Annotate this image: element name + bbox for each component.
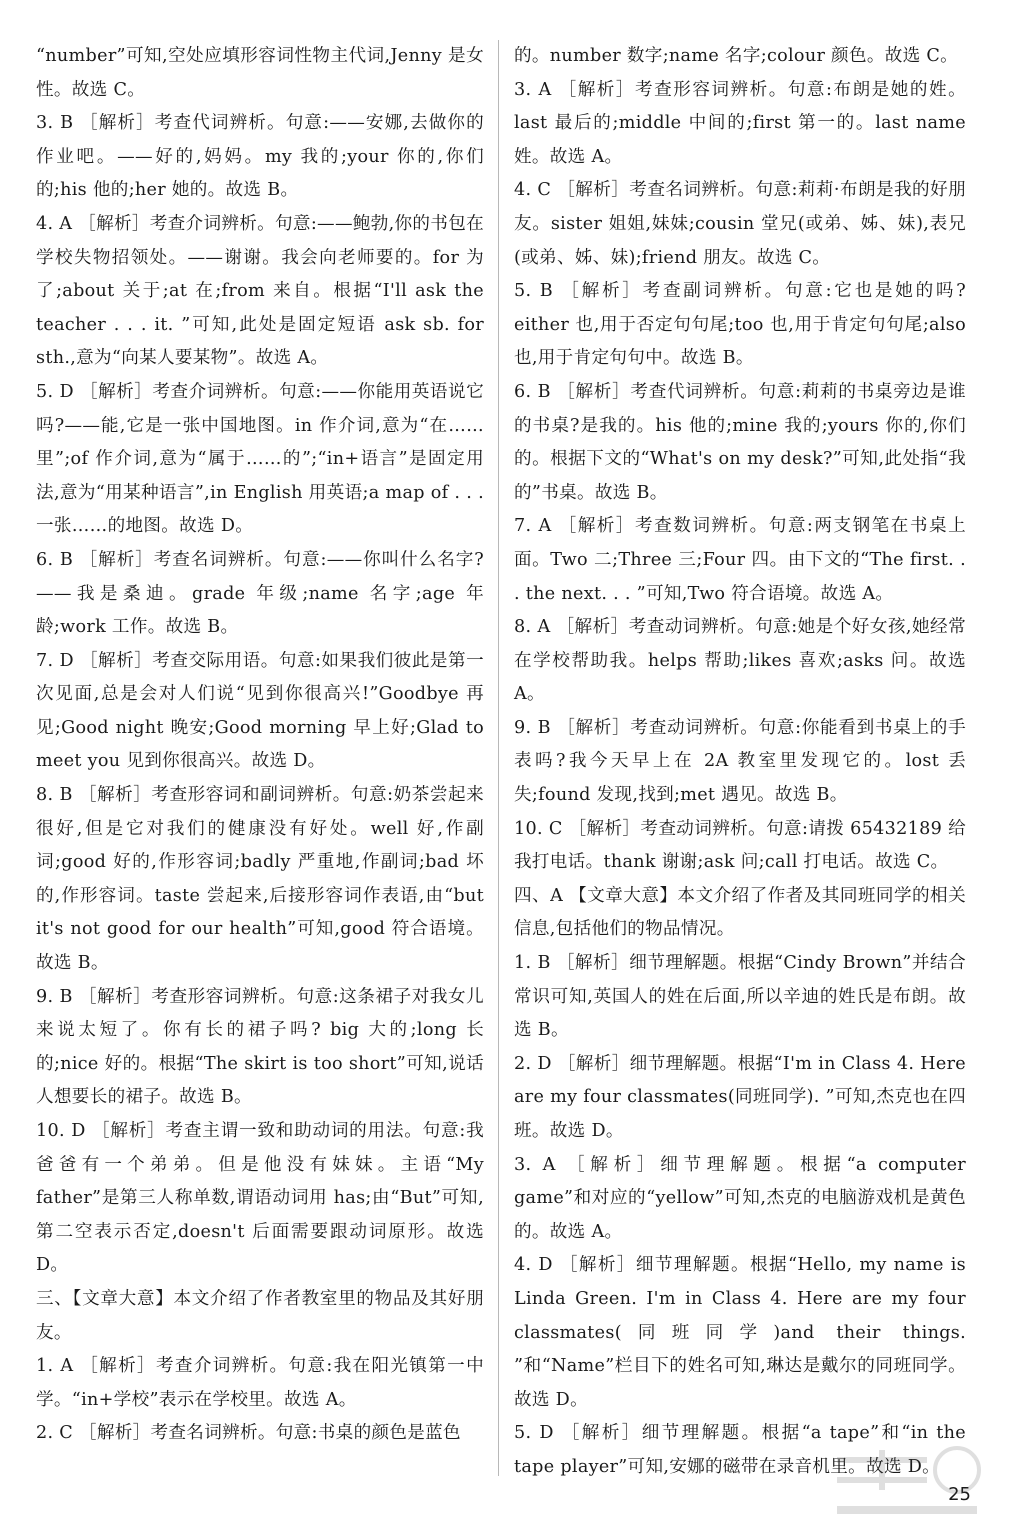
answer-item: 10. D ［解析］考查主谓一致和助动词的用法。句意:我爸爸有一个弟弟。但是他没有妹妹。主语“My father”是第三人称单数,谓语动词用 has;由“But”可知,第二空表示否定,doesn't 后面需要跟动词原形。故选 D。: [36, 1121, 484, 1276]
answer-item: 8. A ［解析］考查动词辨析。句意:她是个好女孩,她经常在学校帮助我。helps 帮助;likes 喜欢;asks 问。故选 A。: [514, 617, 966, 705]
answer-item: 6. B ［解析］考查名词辨析。句意:——你叫什么名字?——我是桑迪。grade 年级;name 名字;age 年龄;work 工作。故选 B。: [36, 549, 484, 638]
answer-item: 10. C ［解析］考查动词辨析。句意:请拨 65432189 给我打电话。thank 谢谢;ask 问;call 打电话。故选 C。: [514, 818, 966, 873]
answer-item: 2. C ［解析］考查名词辨析。句意:书桌的颜色是蓝色: [36, 1423, 461, 1444]
answer-item: 9. B ［解析］考查动词辨析。句意:你能看到书桌上的手表吗?我今天早上在 2A 教室里发现它的。lost 丢失;found 发现,找到;met 遇见。故选 B。: [514, 717, 966, 806]
answer-item: 的。number 数字;name 名字;colour 颜色。故选 C。: [514, 46, 959, 66]
answer-item: 3. A ［解析］细节理解题。根据“a computer game”和对应的“yellow”可知,杰克的电脑游戏机是黄色的。故选 A。: [514, 1154, 966, 1242]
section-heading: 四、A 【文章大意】本文介绍了作者及其同班同学的相关信息,包括他们的物品情况。: [514, 885, 966, 940]
left-column: [36, 40, 484, 1451]
answer-item: 6. B ［解析］考查代词辨析。句意:莉莉的书桌旁边是谁的书桌?是我的。his 他的;mine 我的;yours 你的,你们的。根据下文的“What's on my desk?”可知,此处指“我的”书桌。故选 B。: [514, 381, 966, 503]
answer-item: 4. A ［解析］考查介词辨析。句意:——鲍勃,你的书包在学校失物招领处。——谢谢。我会向老师要的。for 为了;about 关于;at 在;from 来自。根据“I'll ask the teacher . . . it. ”可知,此处是固定短语 ask sb. for sth.,意为“向某人要某物”。故选 A。: [36, 213, 484, 369]
answer-item: 4. D ［解析］细节理解题。根据“Hello, my name is Linda Green. I'm in Class 4. Here are my four classmates(同班同学)and their things. ”和“Name”栏目下的姓名可知,琳达是戴尔的同班同学。故选 D。: [514, 1255, 966, 1410]
column-divider: [498, 40, 499, 1476]
answer-item: 5. D ［解析］考查介词辨析。句意:——你能用英语说它吗?——能,它是一张中国地图。in 作介词,意为“在……里”;of 作介词,意为“属于……的”;“in+语言”是固定用法,意为“用某种语言”,in English 用英语;a map of . . . 一张……的地图。故选 D。: [36, 381, 484, 537]
right-column: [514, 40, 966, 1485]
answer-item: “number”可知,空处应填形容词性物主代词,Jenny 是女性。故选 C。: [36, 46, 484, 100]
answer-item: 3. B ［解析］考查代词辨析。句意:——安娜,去做你的作业吧。——好的,妈妈。my 我的;your 你的,你们的;his 他的;her 她的。故选 B。: [36, 113, 484, 201]
answer-item: 7. D ［解析］考查交际用语。句意:如果我们彼此是第一次见面,总是会对人们说“见到你很高兴!”Goodbye 再见;Good night 晚安;Good morning 早上好;Glad to meet you 见到你很高兴。故选 D。: [36, 650, 484, 772]
answer-item: 1. B ［解析］细节理解题。根据“Cindy Brown”并结合常识可知,英国人的姓在后面,所以辛迪的姓氏是布朗。故选 B。: [514, 953, 966, 1041]
page-number: 25: [948, 1484, 971, 1505]
answer-item: 9. B ［解析］考查形容词辨析。句意:这条裙子对我女儿来说太短了。你有长的裙子吗? big 大的;long 长的;nice 好的。根据“The skirt is too short”可知,说话人想要长的裙子。故选 B。: [36, 986, 484, 1108]
answer-item: 5. B ［解析］考查副词辨析。句意:它也是她的吗? either 也,用于否定句句尾;too 也,用于肯定句句尾;also 也,用于肯定句句中。故选 B。: [514, 281, 966, 369]
answer-item: 5. D ［解析］细节理解题。根据“a tape”和“in the tape player”可知,安娜的磁带在录音机里。故选 D。: [514, 1423, 966, 1477]
answer-item: 1. A ［解析］考查介词辨析。句意:我在阳光镇第一中学。“in+学校”表示在学校里。故选 A。: [36, 1356, 484, 1410]
section-heading: 三、【文章大意】本文介绍了作者教室里的物品及其好朋友。: [36, 1288, 484, 1343]
answer-item: 8. B ［解析］考查形容词和副词辨析。句意:奶茶尝起来很好,但是它对我们的健康没有好处。well 好,作副词;good 好的,作形容词;badly 严重地,作副词;bad 坏的,作形容词。taste 尝起来,后接形容词作表语,由“but it's not good for our health”可知,good 符合语境。故选 B。: [36, 785, 484, 974]
answer-item: 2. D ［解析］细节理解题。根据“I'm in Class 4. Here are my four classmates(同班同学). ”可知,杰克也在四班。故选 D。: [514, 1053, 966, 1141]
answer-item: 7. A ［解析］考查数词辨析。句意:两支钢笔在书桌上面。Two 二;Three 三;Four 四。由下文的“The first. . . the next. . . ”可知,Two 符合语境。故选 A。: [514, 516, 966, 604]
answer-item: 4. C ［解析］考查名词辨析。句意:莉莉·布朗是我的好朋友。sister 姐姐,妹妹;cousin 堂兄(或弟、姊、妹),表兄(或弟、姊、妹);friend 朋友。故选 C。: [514, 180, 966, 268]
answer-item: 3. A ［解析］考查形容词辨析。句意:布朗是她的姓。last 最后的;middle 中间的;first 第一的。last name 姓。故选 A。: [514, 79, 966, 167]
